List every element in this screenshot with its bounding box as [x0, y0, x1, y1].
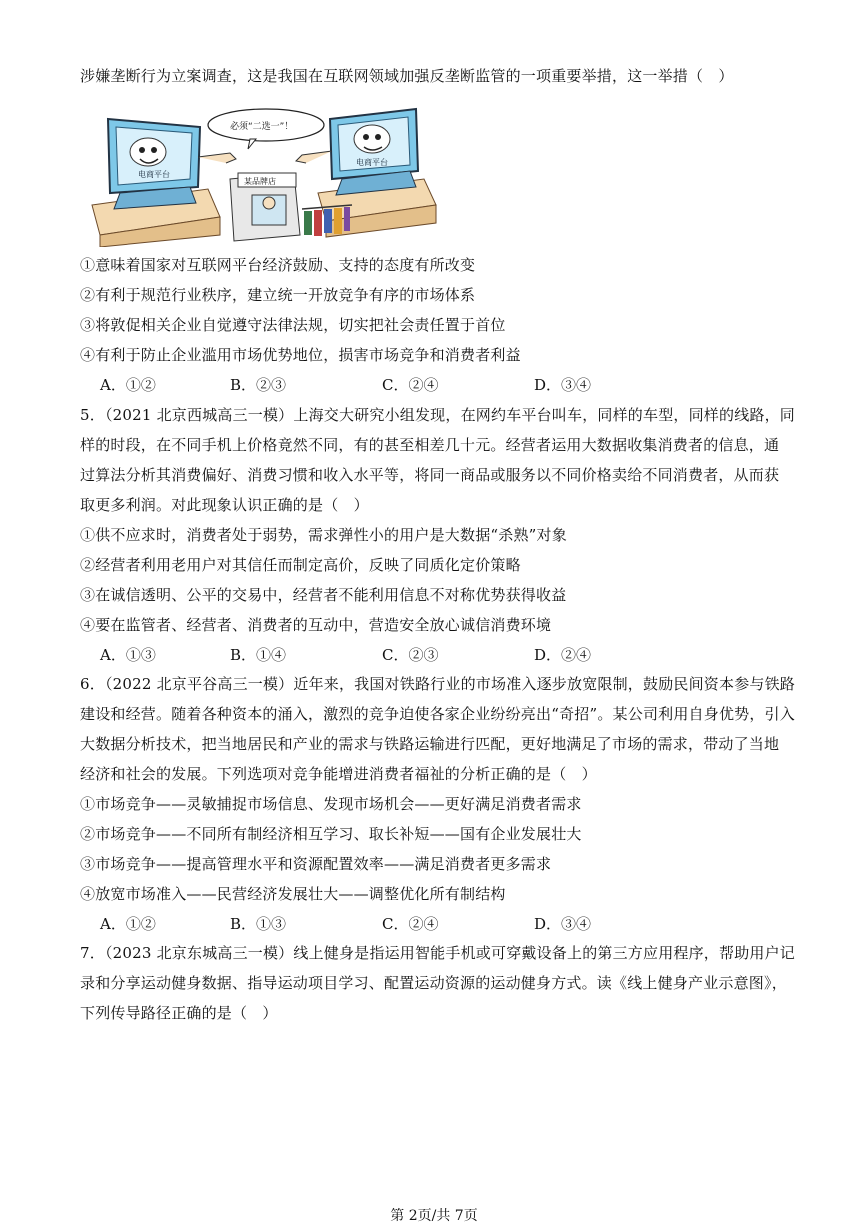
q5-statement: ③在诚信透明、公平的交易中，经营者不能利用信息不对称优势获得收益: [80, 586, 567, 604]
store-sign-label: 某品牌店: [244, 177, 276, 186]
q5-stem-line: 取更多利润。对此现象认识正确的是（ ）: [80, 496, 369, 514]
q6-statement: ③市场竞争——提高管理水平和资源配置效率——满足消费者更多需求: [80, 855, 552, 873]
q4-statement: ④有利于防止企业滥用市场优势地位，损害市场竞争和消费者利益: [80, 346, 521, 364]
q4-statement: ①意味着国家对互联网平台经济鼓励、支持的态度有所改变: [80, 256, 476, 274]
speech-bubble-text: 必须“二选一”！: [230, 122, 294, 132]
q6-stem-line: 建设和经营。随着各种资本的涌入，激烈的竞争迫使各家企业纷纷亮出“奇招”。某公司利用自身优势，引入: [80, 705, 795, 723]
q5-option-d[interactable]: D．②④: [534, 646, 592, 664]
q5-stem-line: 5．（2021 北京西城高三一模）上海交大研究小组发现，在网约车平台叫车，同样的车型，同样的线路，同: [80, 406, 795, 424]
q4-option-a[interactable]: A．①②: [100, 376, 156, 394]
left-screen-label: 电商平台: [138, 170, 170, 179]
q6-stem-line: 6．（2022 北京平谷高三一模）近年来，我国对铁路行业的市场准入逐步放宽限制，鼓励民间资本参与铁路: [80, 675, 795, 693]
q7-stem-line: 录和分享运动健身数据、指导运动项目学习、配置运动资源的运动健身方式。读《线上健身产业示意图》，: [80, 974, 787, 992]
q5-option-a[interactable]: A．①③: [100, 646, 156, 664]
q4-option-c[interactable]: C．②④: [382, 376, 439, 394]
q4-option-d[interactable]: D．③④: [534, 376, 592, 394]
q6-option-d[interactable]: D．③④: [534, 915, 592, 933]
cartoon-illustration: [80, 97, 452, 247]
q6-option-c[interactable]: C．②④: [382, 915, 439, 933]
q6-stem-line: 经济和社会的发展。下列选项对竞争能增进消费者福祉的分析正确的是（ ）: [80, 765, 597, 783]
right-screen-label: 电商平台: [356, 158, 388, 167]
q4-statement: ②有利于规范行业秩序，建立统一开放竞争有序的市场体系: [80, 286, 476, 304]
q6-statement: ②市场竞争——不同所有制经济相互学习、取长补短——国有企业发展壮大: [80, 825, 582, 843]
q4-statement: ③将敦促相关企业自觉遵守法律法规，切实把社会责任置于首位: [80, 316, 506, 334]
q6-option-b[interactable]: B．①③: [230, 915, 287, 933]
page-footer: 第 2页/共 7页: [390, 1208, 478, 1224]
q5-option-c[interactable]: C．②③: [382, 646, 439, 664]
q5-option-b[interactable]: B．①④: [230, 646, 287, 664]
q6-statement: ④放宽市场准入——民营经济发展壮大——调整优化所有制结构: [80, 885, 506, 903]
q6-statement: ①市场竞争——灵敏捕捉市场信息、发现市场机会——更好满足消费者需求: [80, 795, 582, 813]
q7-stem-line: 7．（2023 北京东城高三一模）线上健身是指运用智能手机或可穿戴设备上的第三方应用程序，帮助用户记: [80, 944, 795, 962]
q6-stem-line: 大数据分析技术，把当地居民和产业的需求与铁路运输进行匹配，更好地满足了市场的需求，带动了当地: [80, 735, 780, 753]
q5-statement: ②经营者利用老用户对其信任而制定高价，反映了同质化定价策略: [80, 556, 521, 574]
q5-statement: ①供不应求时，消费者处于弱势，需求弹性小的用户是大数据“杀熟”对象: [80, 526, 567, 544]
q5-stem-line: 样的时段，在不同手机上价格竟然不同，有的甚至相差几十元。经营者运用大数据收集消费者的信息，通: [80, 436, 780, 454]
q4-option-b[interactable]: B．②③: [230, 376, 287, 394]
question-intro-line: 涉嫌垄断行为立案调查，这是我国在互联网领域加强反垄断监管的一项重要举措，这一举措（ ）: [80, 67, 734, 85]
q6-option-a[interactable]: A．①②: [100, 915, 156, 933]
q5-stem-line: 过算法分析其消费偏好、消费习惯和收入水平等，将同一商品或服务以不同价格卖给不同消费者，从而获: [80, 466, 780, 484]
q7-stem-line: 下列传导路径正确的是（ ）: [80, 1004, 278, 1022]
q5-statement: ④要在监管者、经营者、消费者的互动中，营造安全放心诚信消费环境: [80, 616, 552, 634]
